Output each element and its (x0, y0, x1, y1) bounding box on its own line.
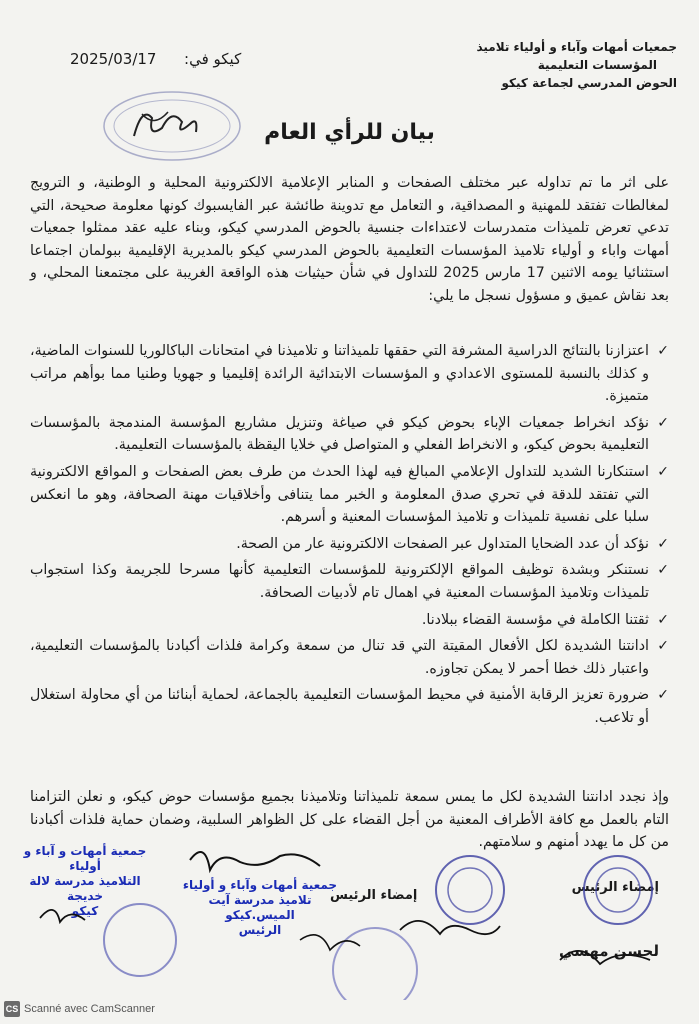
president-label-2: إمضاء الرئيس (330, 888, 418, 903)
org-line-1: جمعيات أمهات وآباء و أولياء تلاميذ (476, 40, 677, 54)
scanner-text: Scanné avec CamScanner (24, 1003, 155, 1015)
signatures-and-stamps (0, 830, 699, 1000)
place-label: كيكو في: (184, 50, 242, 68)
scanner-footer (4, 1001, 155, 1017)
date-line (70, 50, 241, 68)
list-item: ✓ ثقتنا الكاملة في مؤسسة القضاء ببلادنا. (30, 609, 669, 632)
org-line-2: المؤسسات التعليمية (537, 58, 657, 72)
camscanner-icon: CS (4, 1001, 20, 1017)
signatures-area (0, 830, 699, 1000)
blue-stamp-left: جمعية أمهات و آباء و أولياء التلاميذ مدرسة لالة خديجة كيكو (23, 844, 147, 918)
check-icon: ✓ (657, 343, 669, 359)
statement-title: بيان للرأي العام (264, 120, 435, 145)
list-item: ✓ اعتزازنا بالنتائج الدراسية المشرفة التي حققها تلميذاتنا و تلاميذنا في امتحانات الباكالوريا للسنوات الماضية، و كذلك بالنسبة للمستوى الاعدادي و المؤسسات الابتدائية الرائدة إقليميا و جهويا وطنيا مما بوأهم مراتب متميزة. (30, 340, 669, 408)
check-icon: ✓ (657, 463, 669, 480)
check-icon: ✓ (657, 611, 669, 628)
list-item: ✓ ضرورة تعزيز الرقابة الأمنية في محيط المؤسسات التعليمية بالجماعة، لحماية أبنائنا من أي محاولة استغلال أو تلاعب. (30, 684, 669, 729)
document-date: 2025/03/17 (70, 50, 157, 68)
president-label: إمضاء الرئيس (571, 880, 659, 895)
intro-paragraph (30, 172, 669, 308)
check-icon: ✓ (657, 687, 669, 704)
check-icon: ✓ (657, 414, 669, 431)
org-line-3: الحوض المدرسي لجماعة كيكو (501, 76, 677, 90)
points-list (30, 340, 669, 734)
check-icon: ✓ (657, 535, 669, 552)
list-item: ✓ نؤكد انخراط جمعيات الإباء بحوض كيكو في صياغة وتنزيل مشاريع المؤسسة المندمجة بالمؤسسات التعليمية بحوض كيكو، و الانخراط الفعلي و المتواصل في خلايا اليقظة بالمؤسسات التعليمية. (30, 412, 669, 457)
check-icon: ✓ (657, 638, 669, 655)
list-item: ✓ ادانتنا الشديدة لكل الأفعال المقيتة التي قد تنال من سمعة وكرامة فلذات أكبادنا بالمؤسسات التعليمية، واعتبار ذلك خطا أحمر لا يمكن تجاوزه. (30, 635, 669, 680)
blue-stamp-middle: جمعية أمهات وآباء و أولياء تلاميذ مدرسة آيت الميس.كيكو الرئيس (182, 878, 338, 937)
list-item: ✓ نستنكر وبشدة توظيف المواقع الإلكترونية للمؤسسات التعليمية كأنها مسرحا للجريمة وكذا استجواب تلميذات وتلاميذ المؤسسات المعنية في اهمال تام لأدبيات الصحافة. (30, 559, 669, 604)
check-icon: ✓ (657, 562, 669, 579)
president-name: لحسن مهسي (558, 942, 659, 960)
closing-text: وإذ نجدد ادانتنا الشديدة لكل ما يمس سمعة تلميذاتنا وتلاميذنا بجميع مؤسسات حوض كيكو، و نعلن التزامنا التام بالعمل مع كافة الأطراف المعنية من أجل القضاء على كل الظواهر السلبية، وضمان حماية فلذات أكبادنا من كل ما يهدد أمنهم و سلامتهم. (30, 789, 669, 851)
list-item: ✓ استنكارنا الشديد للتداول الإعلامي المبالغ فيه لهذا الحدث من طرف بعض الصفحات و المواقع الالكترونية التي تفتقد للدقة في تحري صدق المعلومة و الخبر مما يتنافى وأخلاقيات مهنة الصحافة، وهو ما انعكس سلبا على نفسية تلميذات و تلاميذ المؤسسات المعنية و أسرهم. (30, 461, 669, 529)
intro-text: على اثر ما تم تداوله عبر مختلف الصفحات و المنابر الإعلامية الالكترونية المحلية و الوطنية، و الترويج لمغالطات تفتقد للمهنية و المصداقية، و التعامل مع تدوينة طائشة عبر الفايسبوك كونها معلومة صحيحة، التي تدعي تعرض تلميذات متمدرسات لاعتداءات جنسية بالحوض المدرسي كيكو، وبناء عليه عقد ممثلوا جمعيات أمهات واباء و أولياء تلاميذ المؤسسات التعليمية بالحوض المدرسي كيكو بالمديرية الإقليمية ببولمان اجتماعا استثنائيا يومه الاثنين 17 مارس 2025 للتداول في شأن حيثيات هذه الواقعة الغريبة على مجتمعنا المحلي، و بعد نقاش عميق و مسؤول نسجل ما يلي: (30, 175, 669, 304)
list-item: ✓ نؤكد أن عدد الضحايا المتداول عبر الصفحات الالكترونية عار من الصحة. (30, 533, 669, 556)
organization-header (377, 38, 677, 92)
